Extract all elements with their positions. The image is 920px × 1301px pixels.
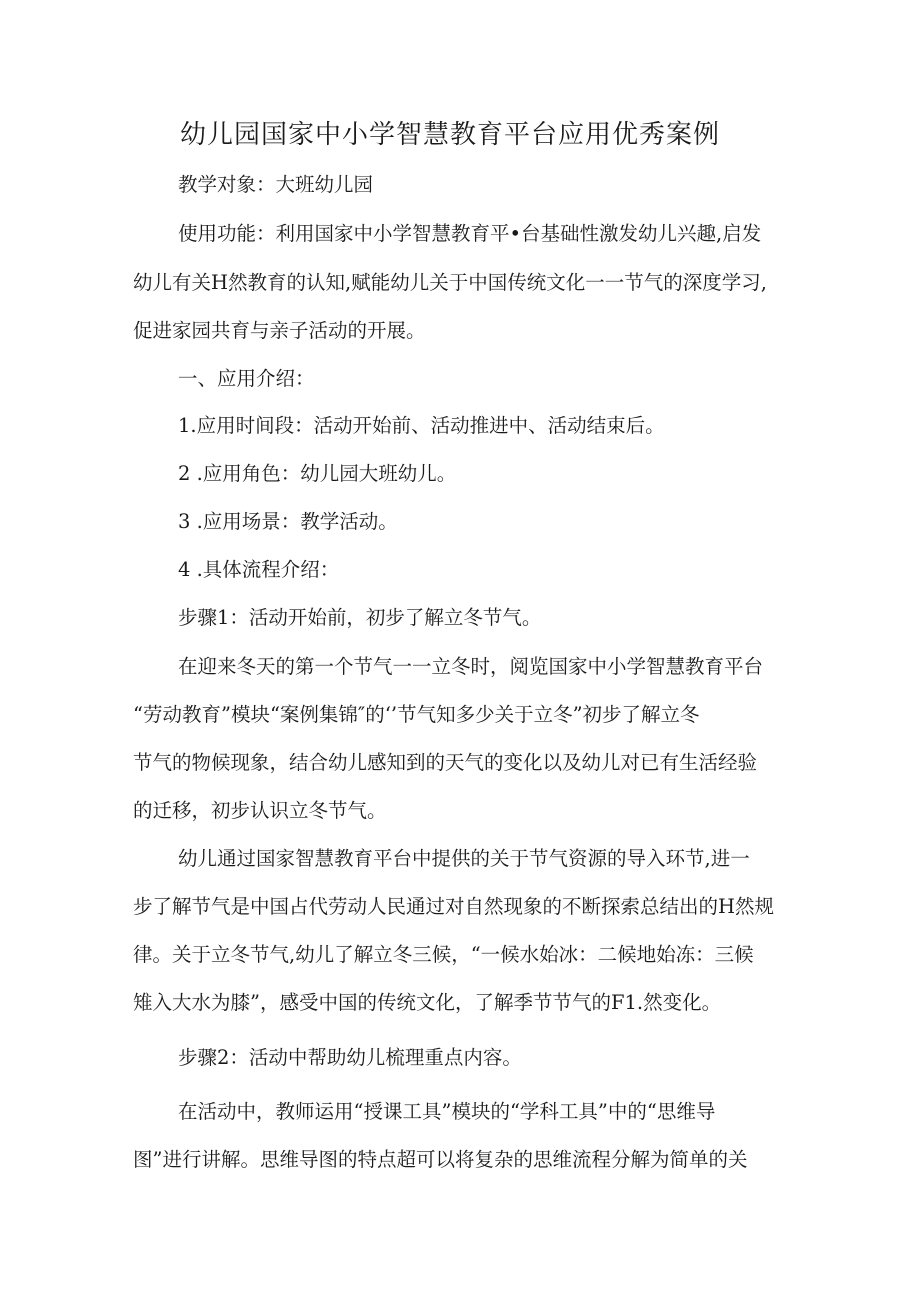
- paragraph-line: 的迁移，初步认识立冬节气。: [133, 799, 387, 822]
- paragraph-line: 促进家园共育与亲子活动的开展。: [133, 319, 426, 342]
- paragraph-line: 幼儿有关H然教育的认知,赋能幼儿关于中国传统文化一一节气的深度学习,: [133, 271, 767, 294]
- paragraph-line: 律。关于立冬节气,幼儿了解立冬三候，“一候水始冰：二候地始冻：三候: [133, 943, 754, 966]
- section-heading: 一、应用介绍：: [178, 367, 315, 390]
- paragraph-line: 雉入大水为膝”，感受中国的传统文化，了解季节节气的F1.然变化。: [133, 991, 722, 1014]
- paragraph-line: 步了解节气是中国占代劳动人民通过对自然现象的不断探索总结出的H然规: [133, 895, 775, 918]
- list-item: 1.应用时间段：活动开始前、活动推进中、活动结束后。: [178, 414, 665, 437]
- paragraph-line: 在活动中，教师运用“授课工具”模块的“学科工具”中的“思维导: [178, 1100, 716, 1123]
- paragraph-line: 幼儿通过国家智慧教育平台中提供的关于节气资源的导入环节,进一: [178, 847, 750, 870]
- list-item: 4 .具体流程介绍：: [178, 558, 340, 581]
- paragraph-line: 在迎来冬天的第一个节气一一立冬时，阅览国家中小学智慧教育平台: [178, 655, 764, 678]
- paragraph-line: 图”进行讲解。思维导图的特点超可以将复杂的思维流程分解为简单的关: [133, 1148, 748, 1171]
- list-item: 2 .应用角色：幼儿园大班幼儿。: [178, 462, 457, 485]
- document-title: 幼儿园国家中小学智慧教育平台应用优秀案例: [180, 120, 721, 150]
- teaching-target-line: 教学对象：大班幼儿园: [178, 173, 374, 196]
- step-heading: 步骤1：活动开始前，初步了解立冬节气。: [178, 606, 542, 629]
- paragraph-line: 节气的物候现象，结合幼儿感知到的天气的变化以及幼儿对已有生活经验: [133, 751, 758, 774]
- paragraph-line: 使用功能：利用国家中小学智慧教育平•台基础性激发幼儿兴趣,启发: [178, 222, 762, 245]
- step-heading: 步骤2：活动中帮助幼儿梳理重点内容。: [178, 1046, 522, 1069]
- paragraph-line: “劳动教育”模块“案例集锦″的‘’节气知多少关于立冬”初步了解立冬: [133, 703, 700, 726]
- list-item: 3 .应用场景：教学活动。: [178, 510, 398, 533]
